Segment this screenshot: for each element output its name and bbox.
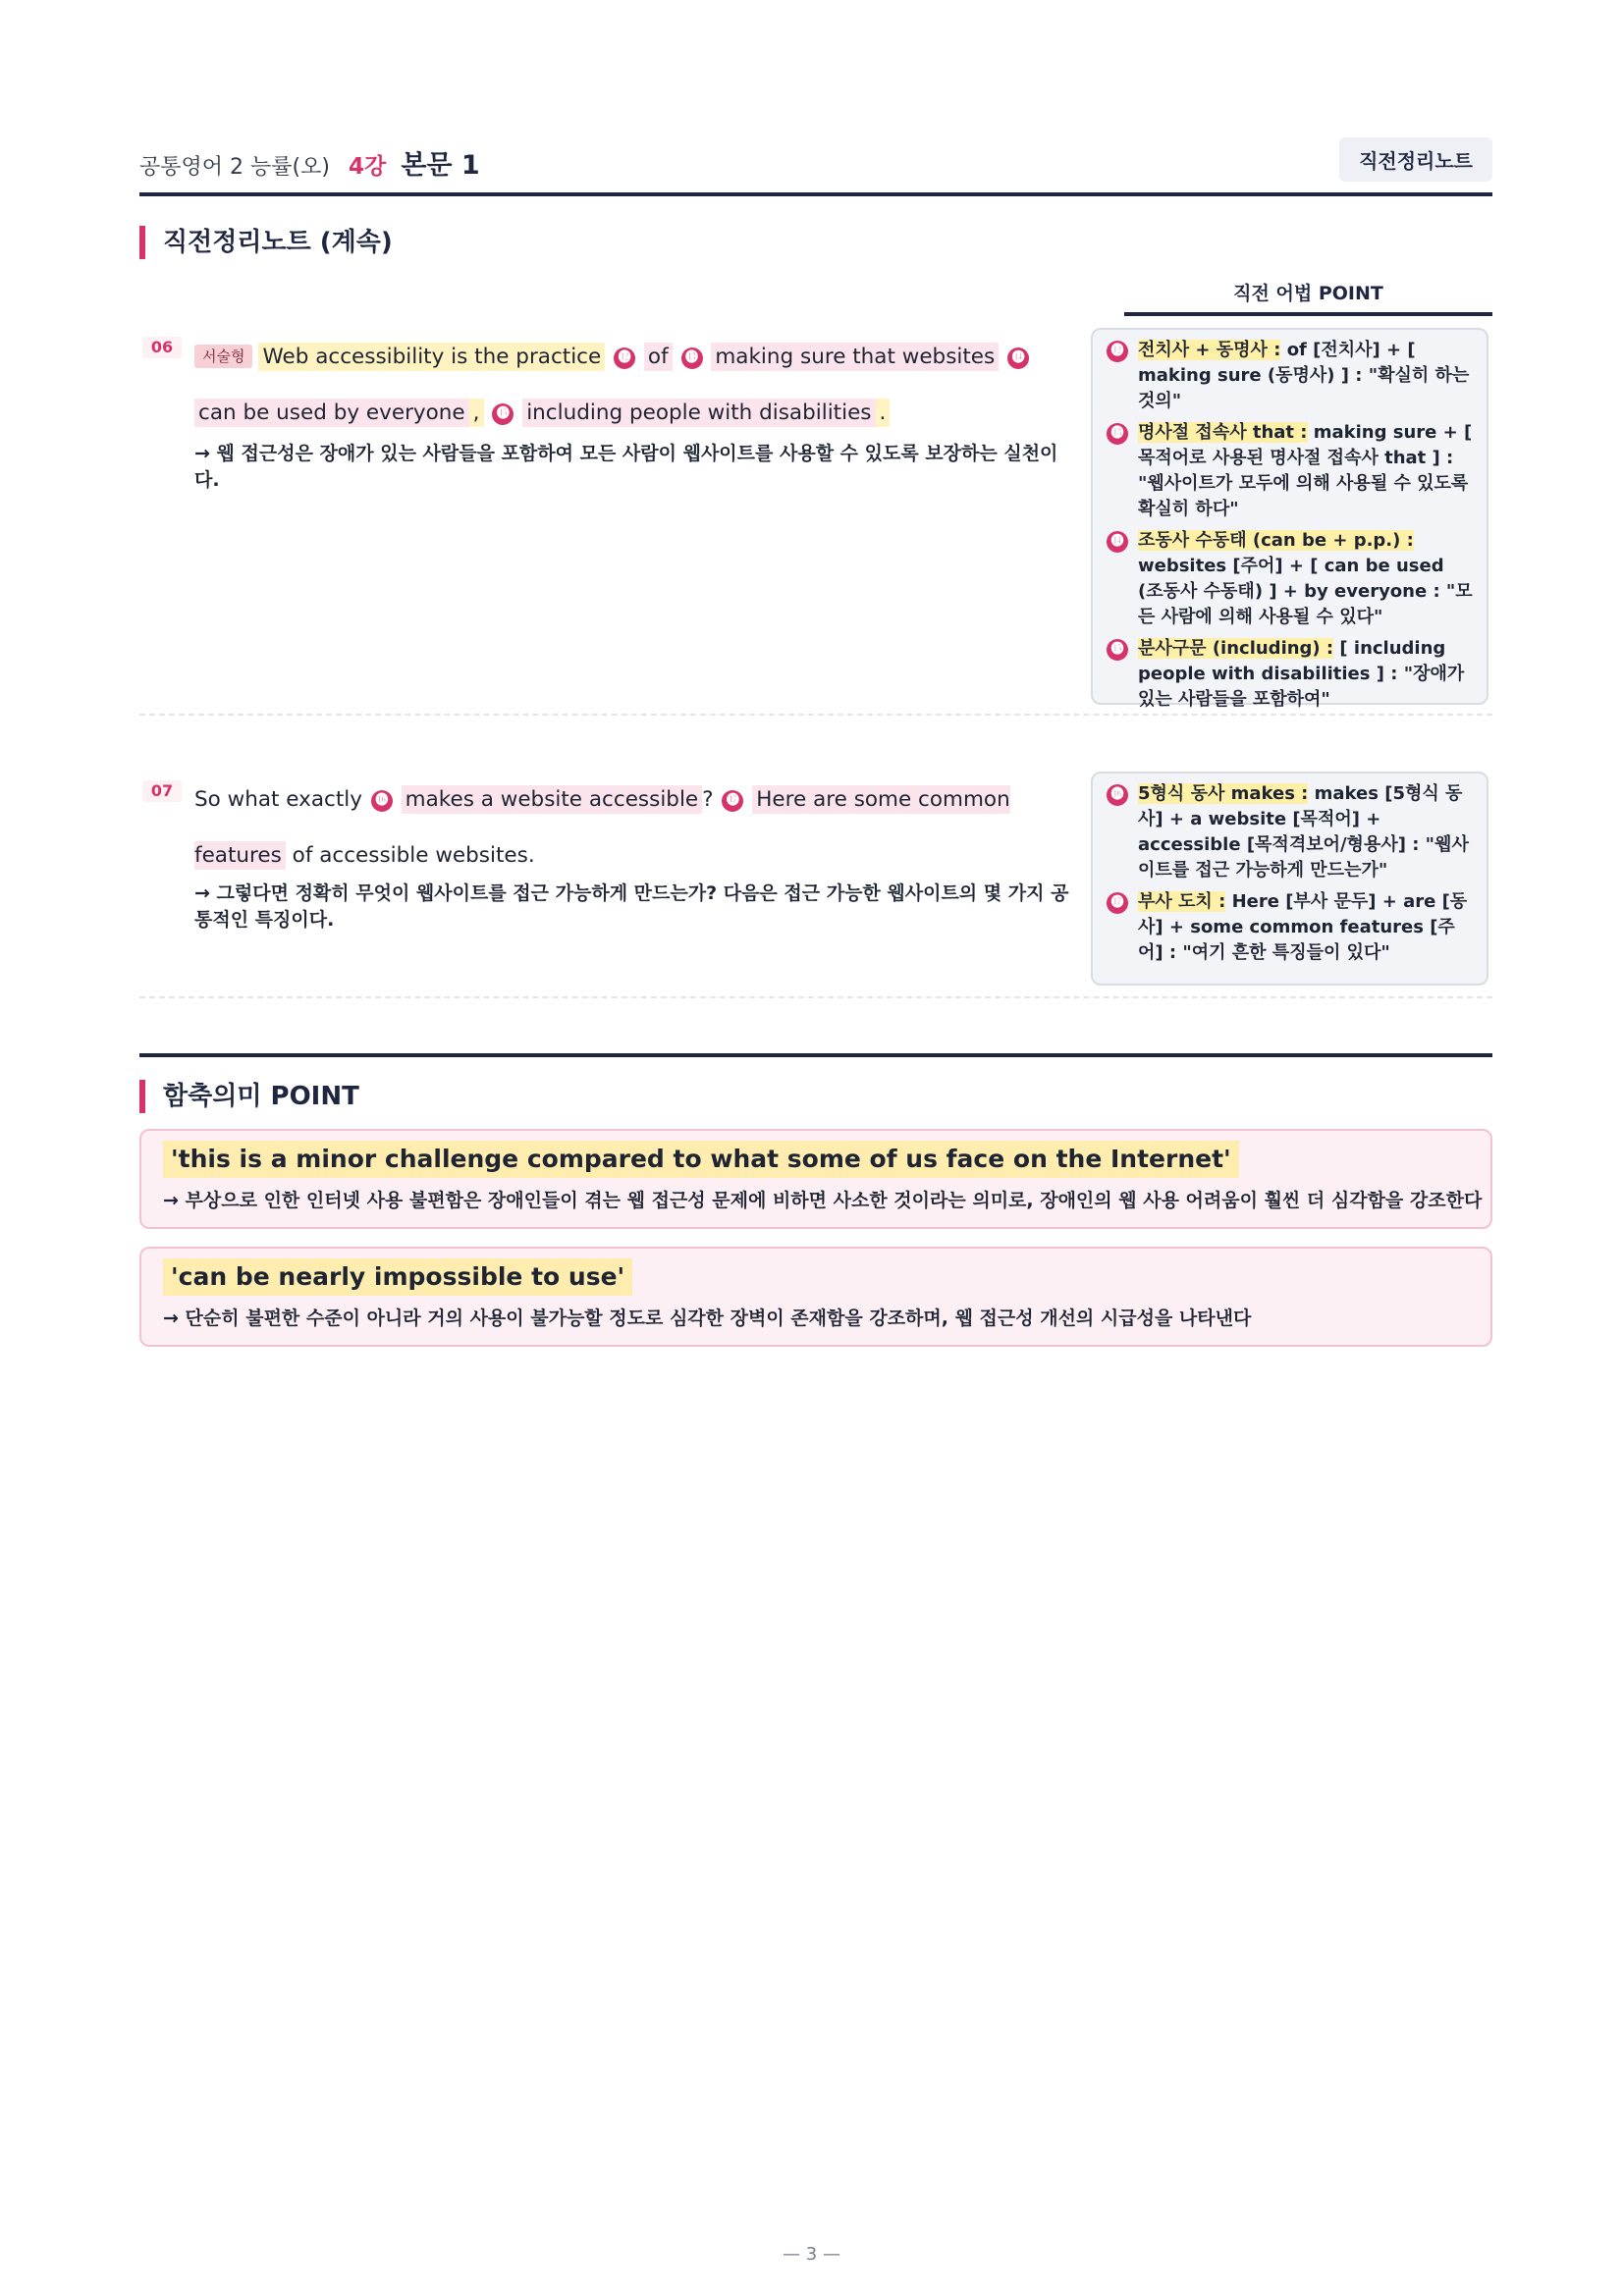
point-number-badge: ⓯ [1107, 639, 1128, 661]
implication-title: 함축의미 POINT [139, 1080, 359, 1113]
implication-box [139, 1129, 1492, 1229]
sentence-fragment: Web accessibility is the practice [258, 343, 605, 371]
grammar-point-item [1107, 528, 1473, 630]
point-number-badge: ⓬ [1107, 341, 1128, 362]
sentence-fragment: Here are some common features [194, 787, 1010, 868]
point-number-badge: ⓯ [492, 403, 514, 425]
page-number: — 3 — [783, 2244, 840, 2265]
lesson-number: 4강 [349, 154, 387, 180]
sentence-fragment: ? [702, 787, 714, 812]
implication-quote: 'can be nearly impossible to use' [163, 1258, 632, 1296]
grammar-point-item [1107, 889, 1473, 966]
sentence-fragment: including people with disabilities [522, 399, 875, 427]
header-badge: 직전정리노트 [1339, 137, 1492, 182]
grammar-point-box [1091, 328, 1488, 710]
sentence-07 [194, 772, 1058, 883]
grammar-point-text: makes [5형식 동사] + a website [목적어] + accessible [목적격보어/형용사] : "웹사이트를 접근 가능하게 만드는가" [1138, 783, 1469, 881]
sentence-fragment: , [469, 399, 484, 427]
sentence-06 [194, 329, 1058, 441]
point-number-badge: ⓬ [614, 347, 635, 369]
item-divider [139, 996, 1492, 998]
grammar-point-text: making sure + [ 목적어로 사용된 명사절 접속사 that ] : "웹사이트가 모두에 의해 사용될 수 있도록 확실히 하다" [1138, 422, 1473, 519]
section-title: 직전정리노트 (계속) [139, 226, 393, 259]
grammar-point-key: 명사절 접속사 that : [1138, 422, 1308, 443]
sentence-fragment: of accessible websites. [292, 843, 535, 868]
translation: → 그렇다면 정확히 무엇이 웹사이트를 접근 가능하게 만드는가? 다음은 접근 가능한 웹사이트의 몇 가지 공통적인 특징이다. [194, 882, 1069, 931]
grammar-point-text: [ including people with disabilities ] : "장애가 있는 사람들을 포함하여" [1138, 638, 1465, 710]
point-number-badge: ⓮ [1107, 531, 1128, 553]
implication-meaning: → 부상으로 인한 인터넷 사용 불편함은 장애인들이 겪는 웹 접근성 문제에 비하면 사소한 것이라는 의미로, 장애인의 웹 사용 어려움이 훨씬 더 심각함을 강조한다 [163, 1190, 1483, 1211]
point-number-badge: ⓱ [722, 790, 743, 812]
point-number-badge: ⓰ [1107, 784, 1128, 806]
essay-tag: 서술형 [194, 345, 252, 368]
grammar-point-key: 전치사 + 동명사 : [1138, 340, 1281, 360]
implication-box [139, 1247, 1492, 1347]
grammar-point-heading: 직전 어법 POINT [1233, 283, 1383, 304]
grammar-point-key: 5형식 동사 makes : [1138, 783, 1309, 804]
sentence-fragment: . [876, 399, 891, 427]
point-number-badge: ⓮ [1007, 347, 1029, 369]
point-number-badge: ⓰ [371, 790, 393, 812]
point-number-badge: ⓭ [681, 347, 703, 369]
sentence-fragment: can be used by everyone [194, 399, 469, 427]
translation: → 웹 접근성은 장애가 있는 사람들을 포함하여 모든 사람이 웹사이트를 사용할 수 있도록 보장하는 실천이다. [194, 443, 1058, 491]
grammar-point-text: of [전치사] + [ making sure (동명사) ] : "확실히 하는 것의" [1138, 340, 1470, 411]
section-name: 본문 1 [401, 150, 480, 181]
section-divider [139, 1053, 1492, 1057]
grammar-point-text: Here [부사 문두] + are [동사] + some common features [주어] : "여기 흔한 특징들이 있다" [1138, 891, 1468, 963]
grammar-point-item [1107, 420, 1473, 522]
sentence-fragment: of [644, 343, 673, 371]
sentence-fragment: making sure that websites [711, 343, 999, 371]
sentence-fragment: So what exactly [194, 787, 362, 812]
grammar-point-item [1107, 338, 1473, 414]
sentence-fragment: makes a website accessible [402, 785, 702, 814]
sentence-number: 07 [142, 780, 182, 802]
item-divider [139, 714, 1492, 716]
header-divider [139, 192, 1492, 196]
grammar-point-item [1107, 636, 1473, 713]
point-number-badge: ⓭ [1107, 423, 1128, 445]
header-title-group [139, 143, 480, 182]
grammar-point-box [1091, 772, 1488, 986]
course-name: 공통영어 2 능률(오) [139, 155, 330, 180]
sentence-number: 06 [142, 337, 182, 358]
implication-quote: 'this is a minor challenge compared to what some of us face on the Internet' [163, 1141, 1239, 1178]
grammar-point-item [1107, 781, 1473, 883]
grammar-point-key: 조동사 수동태 (can be + p.p.) : [1138, 530, 1414, 551]
grammar-point-key: 분사구문 (including) : [1138, 638, 1334, 659]
grammar-point-underline [1124, 312, 1492, 316]
grammar-point-text: websites [주어] + [ can be used (조동사 수동태) ] + by everyone : "모든 사람에 의해 사용될 수 있다" [1138, 556, 1473, 627]
implication-meaning: → 단순히 불편한 수준이 아니라 거의 사용이 불가능할 정도로 심각한 장벽이 존재함을 강조하며, 웹 접근성 개선의 시급성을 나타낸다 [163, 1308, 1252, 1329]
grammar-point-key: 부사 도치 : [1138, 891, 1226, 912]
point-number-badge: ⓱ [1107, 892, 1128, 914]
page-header [139, 137, 1492, 194]
